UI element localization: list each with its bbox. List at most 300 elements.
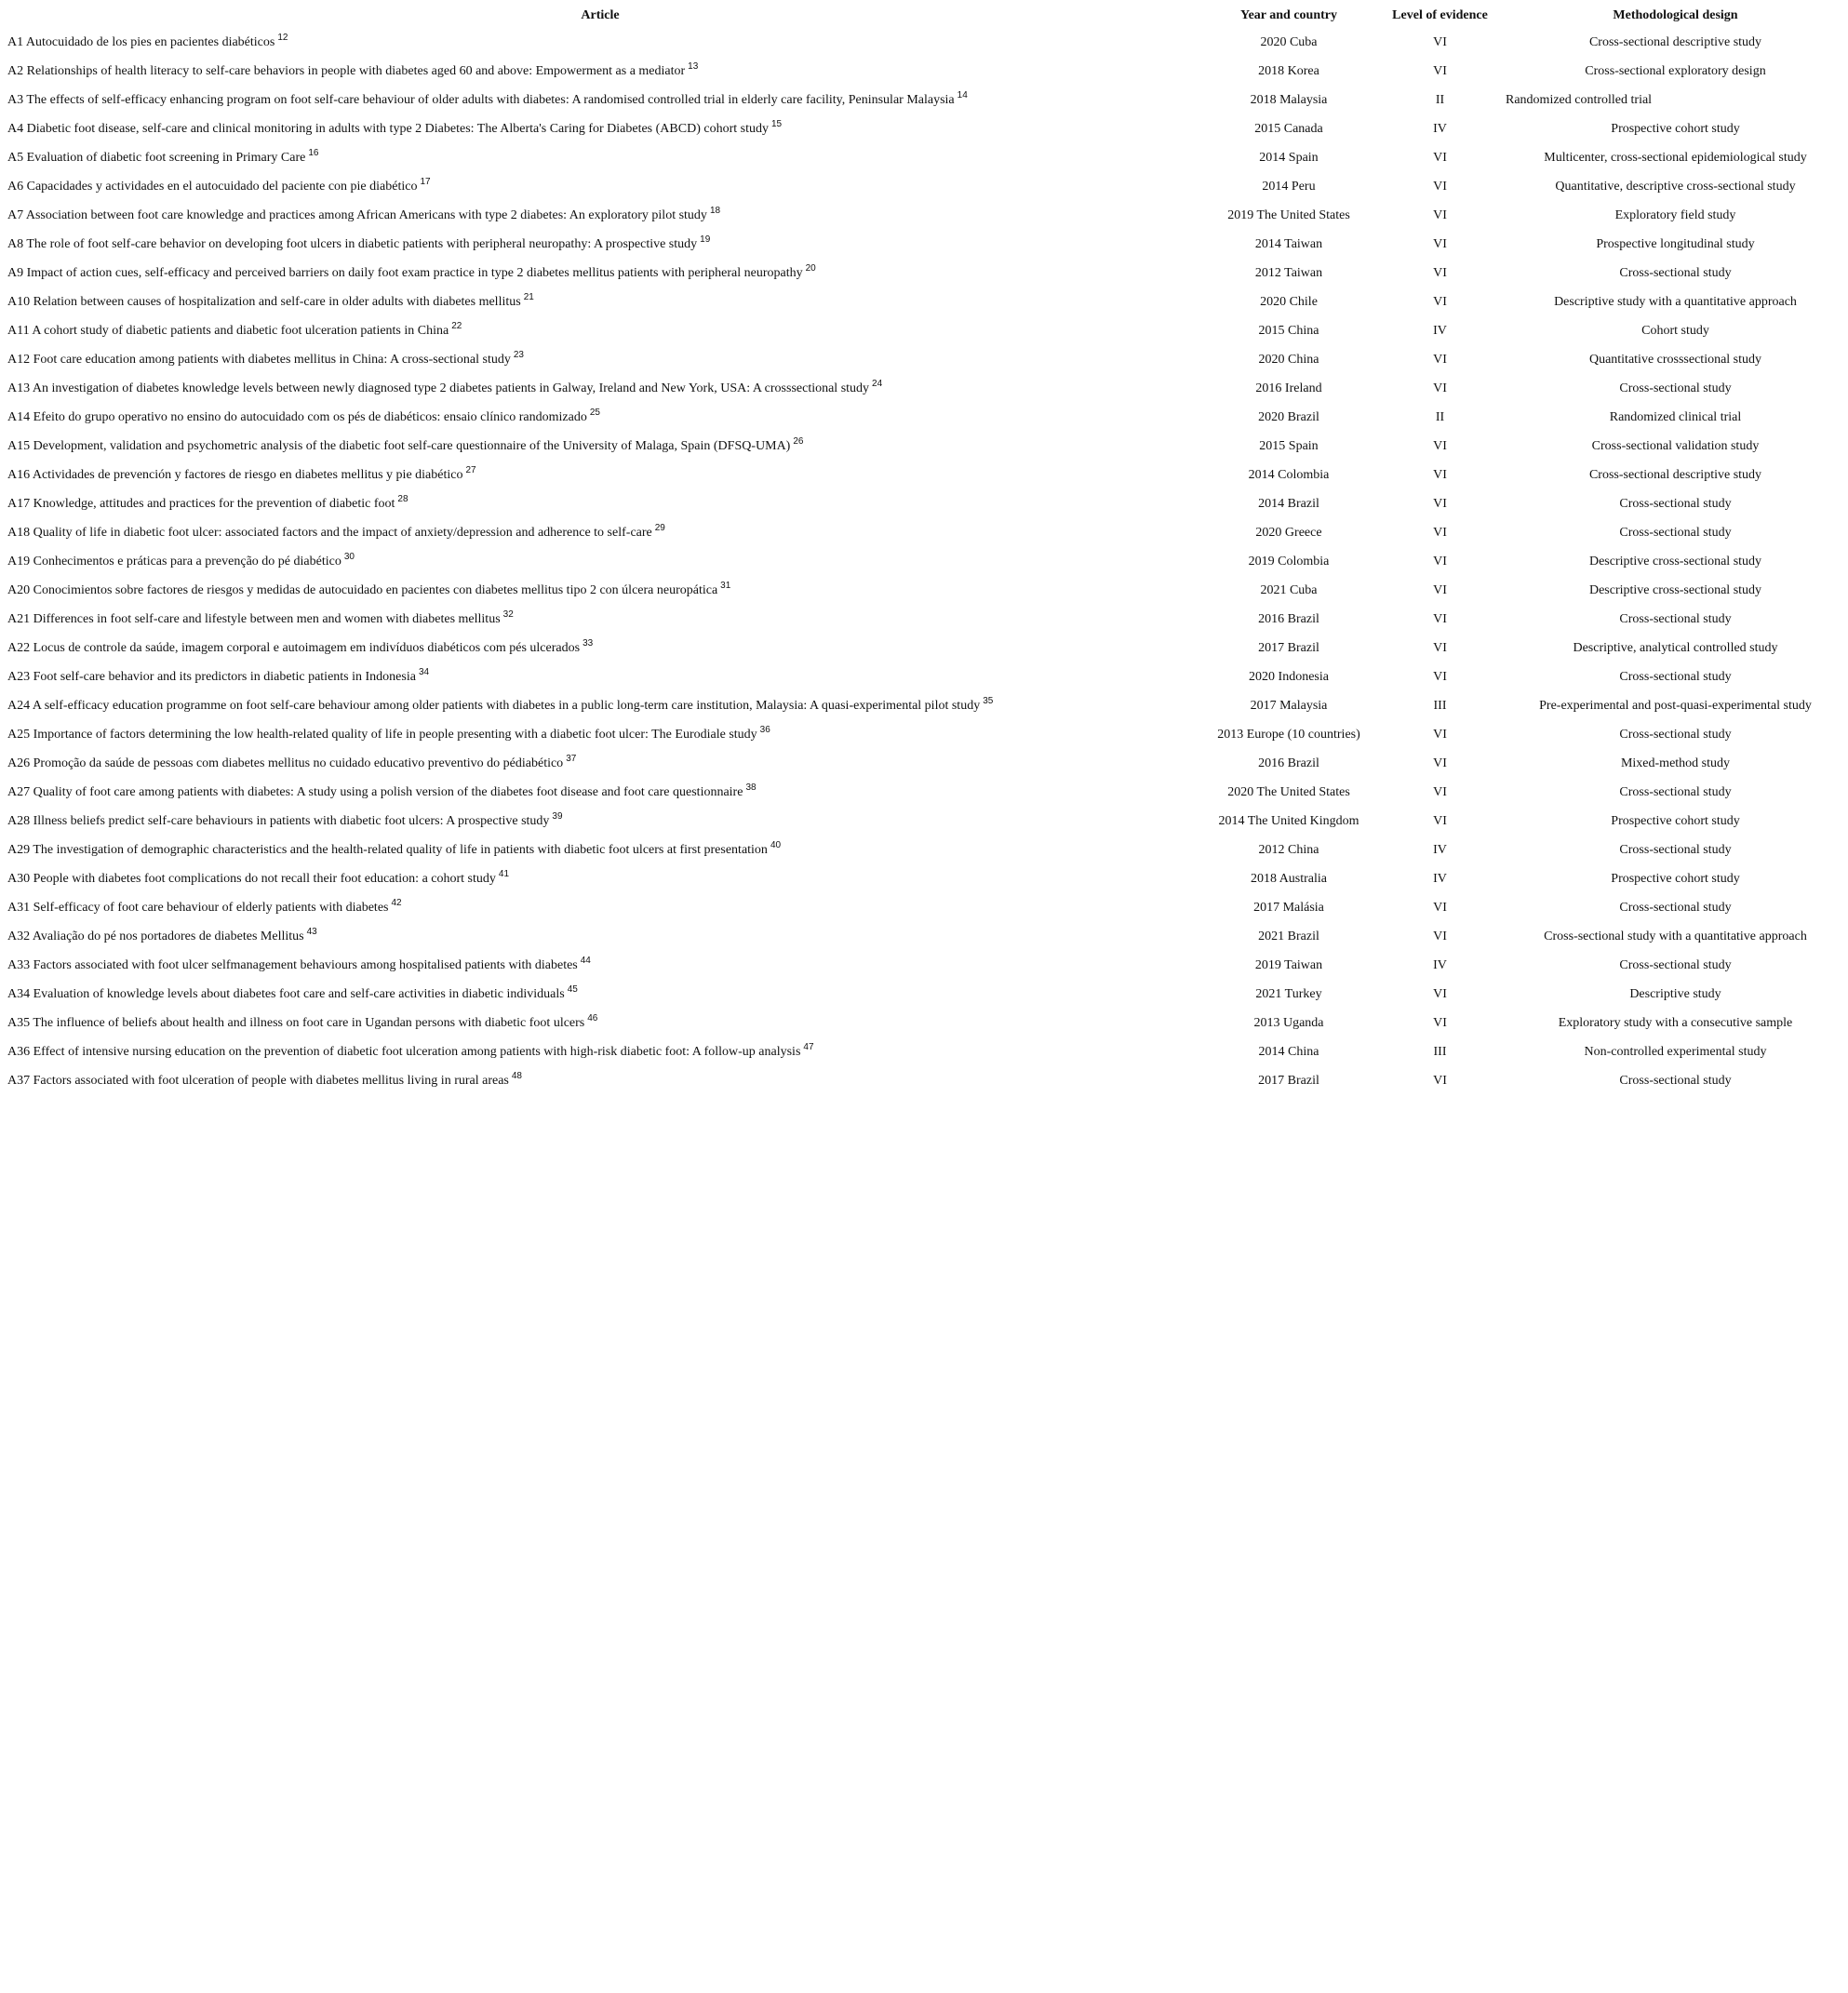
article-cell	[0, 634, 1200, 662]
article-title: The influence of beliefs about health and illness on foot care in Ugandan persons with diabetic foot ulcers	[33, 1015, 585, 1030]
article-cell	[0, 518, 1200, 547]
article-cell	[0, 143, 1200, 172]
article-cell	[0, 316, 1200, 345]
reference-number: 22	[451, 320, 462, 331]
article-title: Factors associated with foot ulceration of people with diabetes mellitus living in rural areas	[33, 1073, 509, 1088]
article-title: Relation between causes of hospitalization and self-care in older adults with diabetes mellitus	[33, 294, 521, 309]
article-title: Conhecimentos e práticas para a prevenção do pé diabético	[33, 554, 341, 568]
article-title: Self-efficacy of foot care behaviour of elderly patients with diabetes	[33, 900, 389, 915]
article-title: Diabetic foot disease, self-care and clinical monitoring in adults with type 2 Diabetes: The Alberta's Caring for Diabetes (ABCD) cohort study	[26, 121, 769, 136]
methodological-design-cell: Cross-sectional study	[1619, 1073, 1732, 1088]
methodological-design-cell: Descriptive study	[1629, 986, 1721, 1001]
article-title: A self-efficacy education programme on foot self-care behaviour among older patients with diabetes in a public long-term care institution, Malaysia: A quasi-experimental pilot study	[32, 698, 981, 713]
article-title: Foot self-care behavior and its predictors in diabetic patients in Indonesia	[33, 669, 416, 684]
table-row	[0, 230, 1848, 259]
methodological-design-cell: Cross-sectional study	[1619, 525, 1732, 540]
article-id: A2	[7, 63, 24, 78]
article-id: A5	[7, 150, 24, 165]
methodological-design-cell: Descriptive cross-sectional study	[1588, 582, 1762, 597]
article-id: A25	[7, 727, 31, 742]
level-of-evidence-cell: VI	[1433, 294, 1447, 309]
reference-number: 15	[770, 118, 783, 129]
article-cell	[0, 922, 1200, 951]
level-of-evidence-cell: VI	[1433, 554, 1447, 568]
level-of-evidence-cell: VI	[1433, 467, 1447, 482]
article-id: A17	[7, 496, 31, 511]
article-title: Knowledge, attitudes and practices for the prevention of diabetic foot	[33, 496, 395, 511]
methodological-design-cell: Multicenter, cross-sectional epidemiological study	[1544, 150, 1807, 165]
level-of-evidence-cell: VI	[1433, 381, 1447, 395]
level-of-evidence-cell: VI	[1433, 813, 1447, 828]
methodological-design-cell: Cross-sectional descriptive study	[1588, 467, 1762, 482]
level-of-evidence-cell: VI	[1433, 1073, 1447, 1088]
reference-number: 34	[418, 666, 430, 677]
table-row	[0, 172, 1848, 201]
article-id: A1	[7, 34, 24, 49]
reference-number: 24	[872, 378, 883, 389]
article-title: Quality of life in diabetic foot ulcer: associated factors and the impact of anxiety/depression and adherence to self-care	[33, 525, 652, 540]
table-row	[0, 807, 1848, 836]
article-title: The effects of self-efficacy enhancing program on foot self-care behaviour of older adults with diabetes: A randomised controlled trial in elderly care facility, Peninsular Malaysia	[26, 92, 955, 107]
level-of-evidence-cell: VI	[1433, 669, 1447, 684]
article-title: A cohort study of diabetic patients and diabetic foot ulceration patients in China	[32, 323, 449, 338]
article-id: A29	[7, 842, 31, 857]
year-country-cell: 2018 Australia	[1250, 871, 1328, 886]
level-of-evidence-cell: VI	[1433, 986, 1447, 1001]
table-row	[0, 259, 1848, 288]
article-id: A3	[7, 92, 24, 107]
year-country-cell: 2012 China	[1258, 842, 1319, 857]
level-of-evidence-cell: II	[1435, 409, 1445, 424]
article-id: A34	[7, 986, 31, 1001]
year-country-cell: 2016 Brazil	[1258, 611, 1319, 626]
level-of-evidence-cell: VI	[1433, 438, 1447, 453]
year-country-cell: 2017 Malaysia	[1250, 698, 1328, 713]
article-cell	[0, 778, 1200, 807]
methodological-design-cell: Randomized clinical trial	[1609, 409, 1742, 424]
table-row	[0, 778, 1848, 807]
year-country-cell: 2016 Ireland	[1255, 381, 1322, 395]
reference-number: 35	[983, 695, 994, 706]
article-title: Actividades de prevención y factores de riesgo en diabetes mellitus y pie diabético	[32, 467, 463, 482]
article-cell	[0, 374, 1200, 403]
article-title: The role of foot self-care behavior on developing foot ulcers in diabetic patients with peripheral neuropathy: A prospective study	[26, 236, 698, 251]
article-cell	[0, 172, 1200, 201]
table-row	[0, 749, 1848, 778]
table-row	[0, 720, 1848, 749]
article-cell	[0, 1009, 1200, 1037]
article-title: Relationships of health literacy to self-care behaviors in people with diabetes aged 60 and above: Empowerment as a mediator	[26, 63, 686, 78]
year-country-cell: 2019 Taiwan	[1254, 957, 1323, 972]
table-row	[0, 864, 1848, 893]
header-year-country: Year and country	[1240, 8, 1337, 22]
article-id: A26	[7, 756, 31, 770]
level-of-evidence-cell: VI	[1433, 265, 1447, 280]
article-cell	[0, 489, 1200, 518]
level-of-evidence-cell: VI	[1433, 582, 1447, 597]
article-id: A4	[7, 121, 24, 136]
table-row	[0, 576, 1848, 605]
table-row	[0, 634, 1848, 662]
table-row	[0, 345, 1848, 374]
methodological-design-cell: Cross-sectional study	[1619, 496, 1732, 511]
level-of-evidence-cell: IV	[1433, 323, 1447, 338]
article-cell	[0, 807, 1200, 836]
methodological-design-cell: Cross-sectional study	[1619, 784, 1732, 799]
article-title: Foot care education among patients with diabetes mellitus in China: A cross-sectional study	[33, 352, 511, 367]
reference-number: 31	[720, 580, 731, 591]
article-id: A33	[7, 957, 31, 972]
reference-number: 48	[511, 1070, 522, 1081]
article-id: A16	[7, 467, 31, 482]
article-title: The investigation of demographic characteristics and the health-related quality of life in patients with diabetic foot ulcers at first presentation	[33, 842, 768, 857]
year-country-cell: 2013 Europe (10 countries)	[1217, 727, 1360, 742]
level-of-evidence-cell: VI	[1433, 150, 1447, 165]
article-title: Differences in foot self-care and lifestyle between men and women with diabetes mellitus	[33, 611, 501, 626]
article-id: A21	[7, 611, 31, 626]
article-id: A15	[7, 438, 31, 453]
level-of-evidence-cell: VI	[1433, 179, 1447, 194]
article-title: Conocimientos sobre factores de riesgos y medidas de autocuidado en pacientes con diabetes mellitus tipo 2 con úlcera neuropática	[33, 582, 718, 597]
level-of-evidence-cell: VI	[1433, 207, 1447, 222]
year-country-cell: 2020 The United States	[1227, 784, 1350, 799]
article-id: A23	[7, 669, 31, 684]
article-title: Capacidades y actividades en el autocuidado del paciente con pie diabético	[26, 179, 418, 194]
reference-number: 32	[502, 609, 514, 620]
methodological-design-cell: Cohort study	[1641, 323, 1709, 338]
article-cell	[0, 86, 1200, 114]
article-cell	[0, 1066, 1200, 1095]
reference-number: 44	[580, 955, 591, 966]
reference-number: 39	[552, 810, 563, 822]
level-of-evidence-cell: III	[1433, 1044, 1447, 1059]
table-row	[0, 114, 1848, 143]
article-title: Avaliação do pé nos portadores de diabetes Mellitus	[32, 929, 304, 943]
table-row	[0, 143, 1848, 172]
article-title: Factors associated with foot ulcer selfmanagement behaviours among hospitalised patients with diabetes	[33, 957, 578, 972]
article-cell	[0, 28, 1200, 57]
level-of-evidence-cell: III	[1433, 698, 1447, 713]
reference-number: 26	[793, 435, 804, 447]
methodological-design-cell: Cross-sectional study with a quantitative approach	[1544, 929, 1807, 943]
table-row	[0, 1066, 1848, 1095]
article-title: Impact of action cues, self-efficacy and perceived barriers on daily foot exam practice in type 2 diabetes mellitus patients with peripheral neuropathy	[26, 265, 803, 280]
methodological-design-cell: Prospective cohort study	[1611, 871, 1740, 886]
level-of-evidence-cell: IV	[1433, 871, 1447, 886]
year-country-cell: 2014 Brazil	[1258, 496, 1319, 511]
year-country-cell: 2017 Malásia	[1253, 900, 1324, 915]
methodological-design-cell: Prospective cohort study	[1611, 121, 1740, 136]
article-cell	[0, 461, 1200, 489]
article-cell	[0, 749, 1200, 778]
year-country-cell: 2021 Brazil	[1258, 929, 1319, 943]
year-country-cell: 2012 Taiwan	[1254, 265, 1323, 280]
year-country-cell: 2018 Korea	[1258, 63, 1319, 78]
article-cell	[0, 864, 1200, 893]
article-cell	[0, 230, 1200, 259]
year-country-cell: 2019 The United States	[1227, 207, 1350, 222]
table-row	[0, 605, 1848, 634]
reference-number: 18	[709, 205, 721, 216]
year-country-cell: 2020 Greece	[1255, 525, 1322, 540]
table-row	[0, 662, 1848, 691]
methodological-design-cell: Cross-sectional study	[1619, 669, 1732, 684]
methodological-design-cell: Randomized controlled trial	[1506, 92, 1653, 107]
article-cell	[0, 403, 1200, 432]
article-cell	[0, 1037, 1200, 1066]
reference-number: 45	[567, 983, 578, 995]
table-header-row	[0, 4, 1848, 28]
year-country-cell: 2020 Indonesia	[1249, 669, 1329, 684]
table-row	[0, 288, 1848, 316]
year-country-cell: 2020 China	[1258, 352, 1319, 367]
methodological-design-cell: Descriptive, analytical controlled study	[1573, 640, 1778, 655]
reference-number: 37	[566, 753, 577, 764]
level-of-evidence-cell: VI	[1433, 900, 1447, 915]
article-title: Efeito do grupo operativo no ensino do autocuidado com os pés de diabéticos: ensaio clínico randomizado	[33, 409, 587, 424]
methodological-design-cell: Cross-sectional study	[1619, 611, 1732, 626]
table-row	[0, 57, 1848, 86]
level-of-evidence-cell: VI	[1433, 727, 1447, 742]
article-cell	[0, 951, 1200, 980]
reference-number: 23	[513, 349, 524, 360]
article-cell	[0, 893, 1200, 922]
reference-number: 28	[397, 493, 408, 504]
table-row	[0, 489, 1848, 518]
article-cell	[0, 57, 1200, 86]
year-country-cell: 2014 Taiwan	[1254, 236, 1323, 251]
article-id: A19	[7, 554, 31, 568]
reference-number: 12	[277, 32, 288, 43]
article-id: A12	[7, 352, 31, 367]
methodological-design-cell: Cross-sectional study	[1619, 727, 1732, 742]
year-country-cell: 2017 Brazil	[1258, 1073, 1319, 1088]
methodological-design-cell: Cross-sectional study	[1619, 265, 1732, 280]
article-cell	[0, 691, 1200, 720]
reference-number: 17	[420, 176, 431, 187]
article-cell	[0, 259, 1200, 288]
level-of-evidence-cell: IV	[1433, 842, 1447, 857]
article-cell	[0, 114, 1200, 143]
level-of-evidence-cell: IV	[1433, 121, 1447, 136]
table-row	[0, 547, 1848, 576]
article-id: A35	[7, 1015, 31, 1030]
year-country-cell: 2020 Cuba	[1260, 34, 1318, 49]
table-row	[0, 461, 1848, 489]
header-level-of-evidence: Level of evidence	[1392, 8, 1488, 22]
year-country-cell: 2015 Spain	[1259, 438, 1319, 453]
article-cell	[0, 662, 1200, 691]
level-of-evidence-cell: VI	[1433, 34, 1447, 49]
table-body	[0, 28, 1848, 1095]
table-row	[0, 403, 1848, 432]
article-title: People with diabetes foot complications do not recall their foot education: a cohort study	[33, 871, 496, 886]
reference-number: 42	[391, 897, 402, 908]
year-country-cell: 2017 Brazil	[1258, 640, 1319, 655]
reference-number: 21	[523, 291, 534, 302]
methodological-design-cell: Quantitative, descriptive cross-sectional study	[1555, 179, 1796, 194]
article-title: An investigation of diabetes knowledge levels between newly diagnosed type 2 diabetes patients in Galway, Ireland and New York, USA: A crosssectional study	[32, 381, 870, 395]
year-country-cell: 2014 Spain	[1259, 150, 1319, 165]
methodological-design-cell: Descriptive study with a quantitative approach	[1554, 294, 1797, 309]
methodological-design-cell: Cross-sectional exploratory design	[1585, 63, 1766, 78]
article-title: Effect of intensive nursing education on the prevention of diabetic foot ulceration among patients with high-risk diabetic foot: A follow-up analysis	[33, 1044, 801, 1059]
year-country-cell: 2021 Cuba	[1260, 582, 1318, 597]
article-title: Importance of factors determining the low health-related quality of life in people presenting with a diabetic foot ulcer: The Eurodiale study	[33, 727, 757, 742]
article-id: A11	[7, 323, 30, 338]
article-title: Locus de controle da saúde, imagem corporal e autoimagem em indivíduos diabéticos com pés ulcerados	[33, 640, 581, 655]
methodological-design-cell: Cross-sectional study	[1619, 381, 1732, 395]
level-of-evidence-cell: VI	[1433, 611, 1447, 626]
table-row	[0, 836, 1848, 864]
level-of-evidence-cell: VI	[1433, 929, 1447, 943]
reference-number: 40	[770, 839, 782, 850]
year-country-cell: 2014 Peru	[1262, 179, 1316, 194]
article-id: A18	[7, 525, 31, 540]
year-country-cell: 2020 Chile	[1260, 294, 1318, 309]
year-country-cell: 2014 Colombia	[1248, 467, 1330, 482]
article-id: A31	[7, 900, 31, 915]
methodological-design-cell: Prospective cohort study	[1611, 813, 1740, 828]
articles-table	[0, 4, 1848, 1095]
methodological-design-cell: Cross-sectional descriptive study	[1588, 34, 1762, 49]
article-title: Development, validation and psychometric analysis of the diabetic foot self-care questionnaire of the University of Malaga, Spain (DFSQ-UMA)	[33, 438, 791, 453]
methodological-design-cell: Cross-sectional study	[1619, 842, 1732, 857]
article-title: Evaluation of knowledge levels about diabetes foot care and self-care activities in diabetic individuals	[33, 986, 565, 1001]
year-country-cell: 2013 Uganda	[1253, 1015, 1324, 1030]
article-cell	[0, 432, 1200, 461]
level-of-evidence-cell: IV	[1433, 957, 1447, 972]
year-country-cell: 2015 China	[1258, 323, 1319, 338]
table-row	[0, 28, 1848, 57]
article-title: Promoção da saúde de pessoas com diabetes mellitus no cuidado educativo preventivo do pédiabético	[33, 756, 564, 770]
article-id: A6	[7, 179, 24, 194]
article-id: A27	[7, 784, 31, 799]
methodological-design-cell: Exploratory study with a consecutive sample	[1558, 1015, 1793, 1030]
reference-number: 29	[654, 522, 665, 533]
level-of-evidence-cell: VI	[1433, 63, 1447, 78]
article-id: A32	[7, 929, 31, 943]
methodological-design-cell: Exploratory field study	[1614, 207, 1736, 222]
article-id: A30	[7, 871, 31, 886]
year-country-cell: 2014 The United Kingdom	[1218, 813, 1359, 828]
article-cell	[0, 288, 1200, 316]
table-row	[0, 980, 1848, 1009]
article-title: Autocuidado de los pies en pacientes diabéticos	[25, 34, 275, 49]
article-cell	[0, 720, 1200, 749]
reference-number: 33	[583, 637, 594, 649]
article-id: A36	[7, 1044, 31, 1059]
article-id: A9	[7, 265, 24, 280]
reference-number: 19	[700, 234, 711, 245]
article-id: A14	[7, 409, 31, 424]
level-of-evidence-cell: II	[1435, 92, 1445, 107]
article-title: Quality of foot care among patients with diabetes: A study using a polish version of the diabetes foot disease and foot care questionnaire	[33, 784, 743, 799]
article-title: Illness beliefs predict self-care behaviours in patients with diabetic foot ulcers: A prospective study	[33, 813, 550, 828]
methodological-design-cell: Pre-experimental and post-quasi-experimental study	[1539, 698, 1812, 713]
methodological-design-cell: Quantitative crosssectional study	[1588, 352, 1762, 367]
level-of-evidence-cell: VI	[1433, 496, 1447, 511]
methodological-design-cell: Non-controlled experimental study	[1584, 1044, 1767, 1059]
table-row	[0, 432, 1848, 461]
table-row	[0, 316, 1848, 345]
reference-number: 27	[465, 464, 476, 475]
table-row	[0, 86, 1848, 114]
year-country-cell: 2014 China	[1258, 1044, 1319, 1059]
table-row	[0, 951, 1848, 980]
reference-number: 47	[803, 1041, 814, 1052]
article-id: A20	[7, 582, 31, 597]
methodological-design-cell: Cross-sectional validation study	[1591, 438, 1760, 453]
table-row	[0, 1037, 1848, 1066]
methodological-design-cell: Descriptive cross-sectional study	[1588, 554, 1762, 568]
article-id: A22	[7, 640, 31, 655]
reference-number: 20	[805, 262, 816, 274]
reference-number: 46	[587, 1012, 598, 1023]
methodological-design-cell: Prospective longitudinal study	[1596, 236, 1755, 251]
methodological-design-cell: Cross-sectional study	[1619, 957, 1732, 972]
reference-number: 25	[589, 407, 600, 418]
level-of-evidence-cell: VI	[1433, 352, 1447, 367]
level-of-evidence-cell: VI	[1433, 756, 1447, 770]
article-title: Evaluation of diabetic foot screening in Primary Care	[26, 150, 306, 165]
article-id: A28	[7, 813, 31, 828]
reference-number: 38	[745, 782, 757, 793]
year-country-cell: 2020 Brazil	[1258, 409, 1319, 424]
year-country-cell: 2018 Malaysia	[1250, 92, 1328, 107]
year-country-cell: 2021 Turkey	[1255, 986, 1322, 1001]
year-country-cell: 2016 Brazil	[1258, 756, 1319, 770]
table-row	[0, 374, 1848, 403]
article-cell	[0, 576, 1200, 605]
reference-number: 36	[759, 724, 770, 735]
reference-number: 43	[306, 926, 317, 937]
article-cell	[0, 605, 1200, 634]
reference-number: 16	[308, 147, 319, 158]
reference-number: 14	[957, 89, 968, 100]
methodological-design-cell: Mixed-method study	[1620, 756, 1731, 770]
table-row	[0, 922, 1848, 951]
level-of-evidence-cell: VI	[1433, 1015, 1447, 1030]
reference-number: 41	[498, 868, 510, 879]
table-row	[0, 201, 1848, 230]
article-id: A10	[7, 294, 31, 309]
reference-number: 30	[343, 551, 355, 562]
article-cell	[0, 980, 1200, 1009]
article-id: A37	[7, 1073, 31, 1088]
level-of-evidence-cell: VI	[1433, 640, 1447, 655]
article-id: A24	[7, 698, 31, 713]
article-id: A7	[7, 207, 24, 222]
level-of-evidence-cell: VI	[1433, 236, 1447, 251]
header-article: Article	[581, 8, 620, 22]
year-country-cell: 2019 Colombia	[1248, 554, 1330, 568]
article-cell	[0, 547, 1200, 576]
table-row	[0, 691, 1848, 720]
article-cell	[0, 836, 1200, 864]
year-country-cell: 2015 Canada	[1254, 121, 1323, 136]
table-row	[0, 1009, 1848, 1037]
article-cell	[0, 201, 1200, 230]
article-title: Association between foot care knowledge and practices among African Americans with type 2 diabetes: An exploratory pilot study	[25, 207, 707, 222]
table-row	[0, 518, 1848, 547]
article-cell	[0, 345, 1200, 374]
table-row	[0, 893, 1848, 922]
methodological-design-cell: Cross-sectional study	[1619, 900, 1732, 915]
article-id: A8	[7, 236, 24, 251]
level-of-evidence-cell: VI	[1433, 784, 1447, 799]
reference-number: 13	[688, 60, 699, 72]
